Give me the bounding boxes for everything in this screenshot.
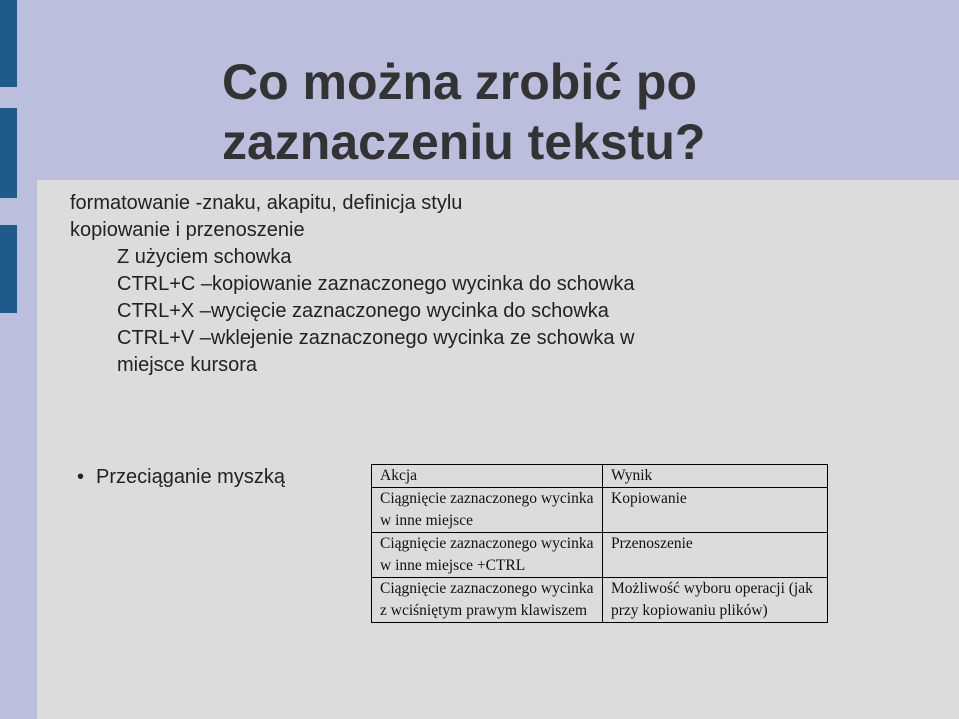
bullet-subitem: • CTRL+C –kopiowanie zaznaczonego wycinka do schowka [0,271,637,298]
table-row [372,578,828,623]
table-cell: Ciągnięcie zaznaczonego wycinka w inne miejsce [372,488,603,533]
operations-table [371,464,828,623]
slide-title-line-1: Co można zrobić po [222,54,697,110]
table-header-cell: Wynik [603,465,828,488]
table-row [372,488,828,533]
bullet-subitem: • CTRL+X –wycięcie zaznaczonego wycinka do schowka [0,298,637,325]
accent-bar-2 [0,108,17,198]
bullet-subitem: • Z użyciem schowka [0,244,637,271]
table-cell: Przenoszenie [603,533,828,578]
table-cell: Ciągnięcie zaznaczonego wycinka z wciśniętym prawym klawiszem [372,578,603,623]
slide-title [222,52,922,172]
slide-title-line-2: zaznaczeniu tekstu? [222,114,706,170]
table-row [372,533,828,578]
bullet-subitem: • CTRL+V –wklejenie zaznaczonego wycinka ze schowka w miejsce kursora [0,325,637,379]
bullet-list [0,190,959,379]
bullet-item: • formatowanie -znaku, akapitu, definicja stylu [0,190,959,217]
table-header-row [372,465,828,488]
drag-bullet: • Przeciąganie myszką [96,464,285,491]
table-cell: Ciągnięcie zaznaczonego wycinka w inne miejsce +CTRL [372,533,603,578]
table-cell: Możliwość wyboru operacji (jak przy kopiowaniu plików) [603,578,828,623]
accent-bar-1 [0,0,17,87]
bullet-item: • kopiowanie i przenoszenie [0,217,959,244]
table-cell: Kopiowanie [603,488,828,533]
table-header-cell: Akcja [372,465,603,488]
